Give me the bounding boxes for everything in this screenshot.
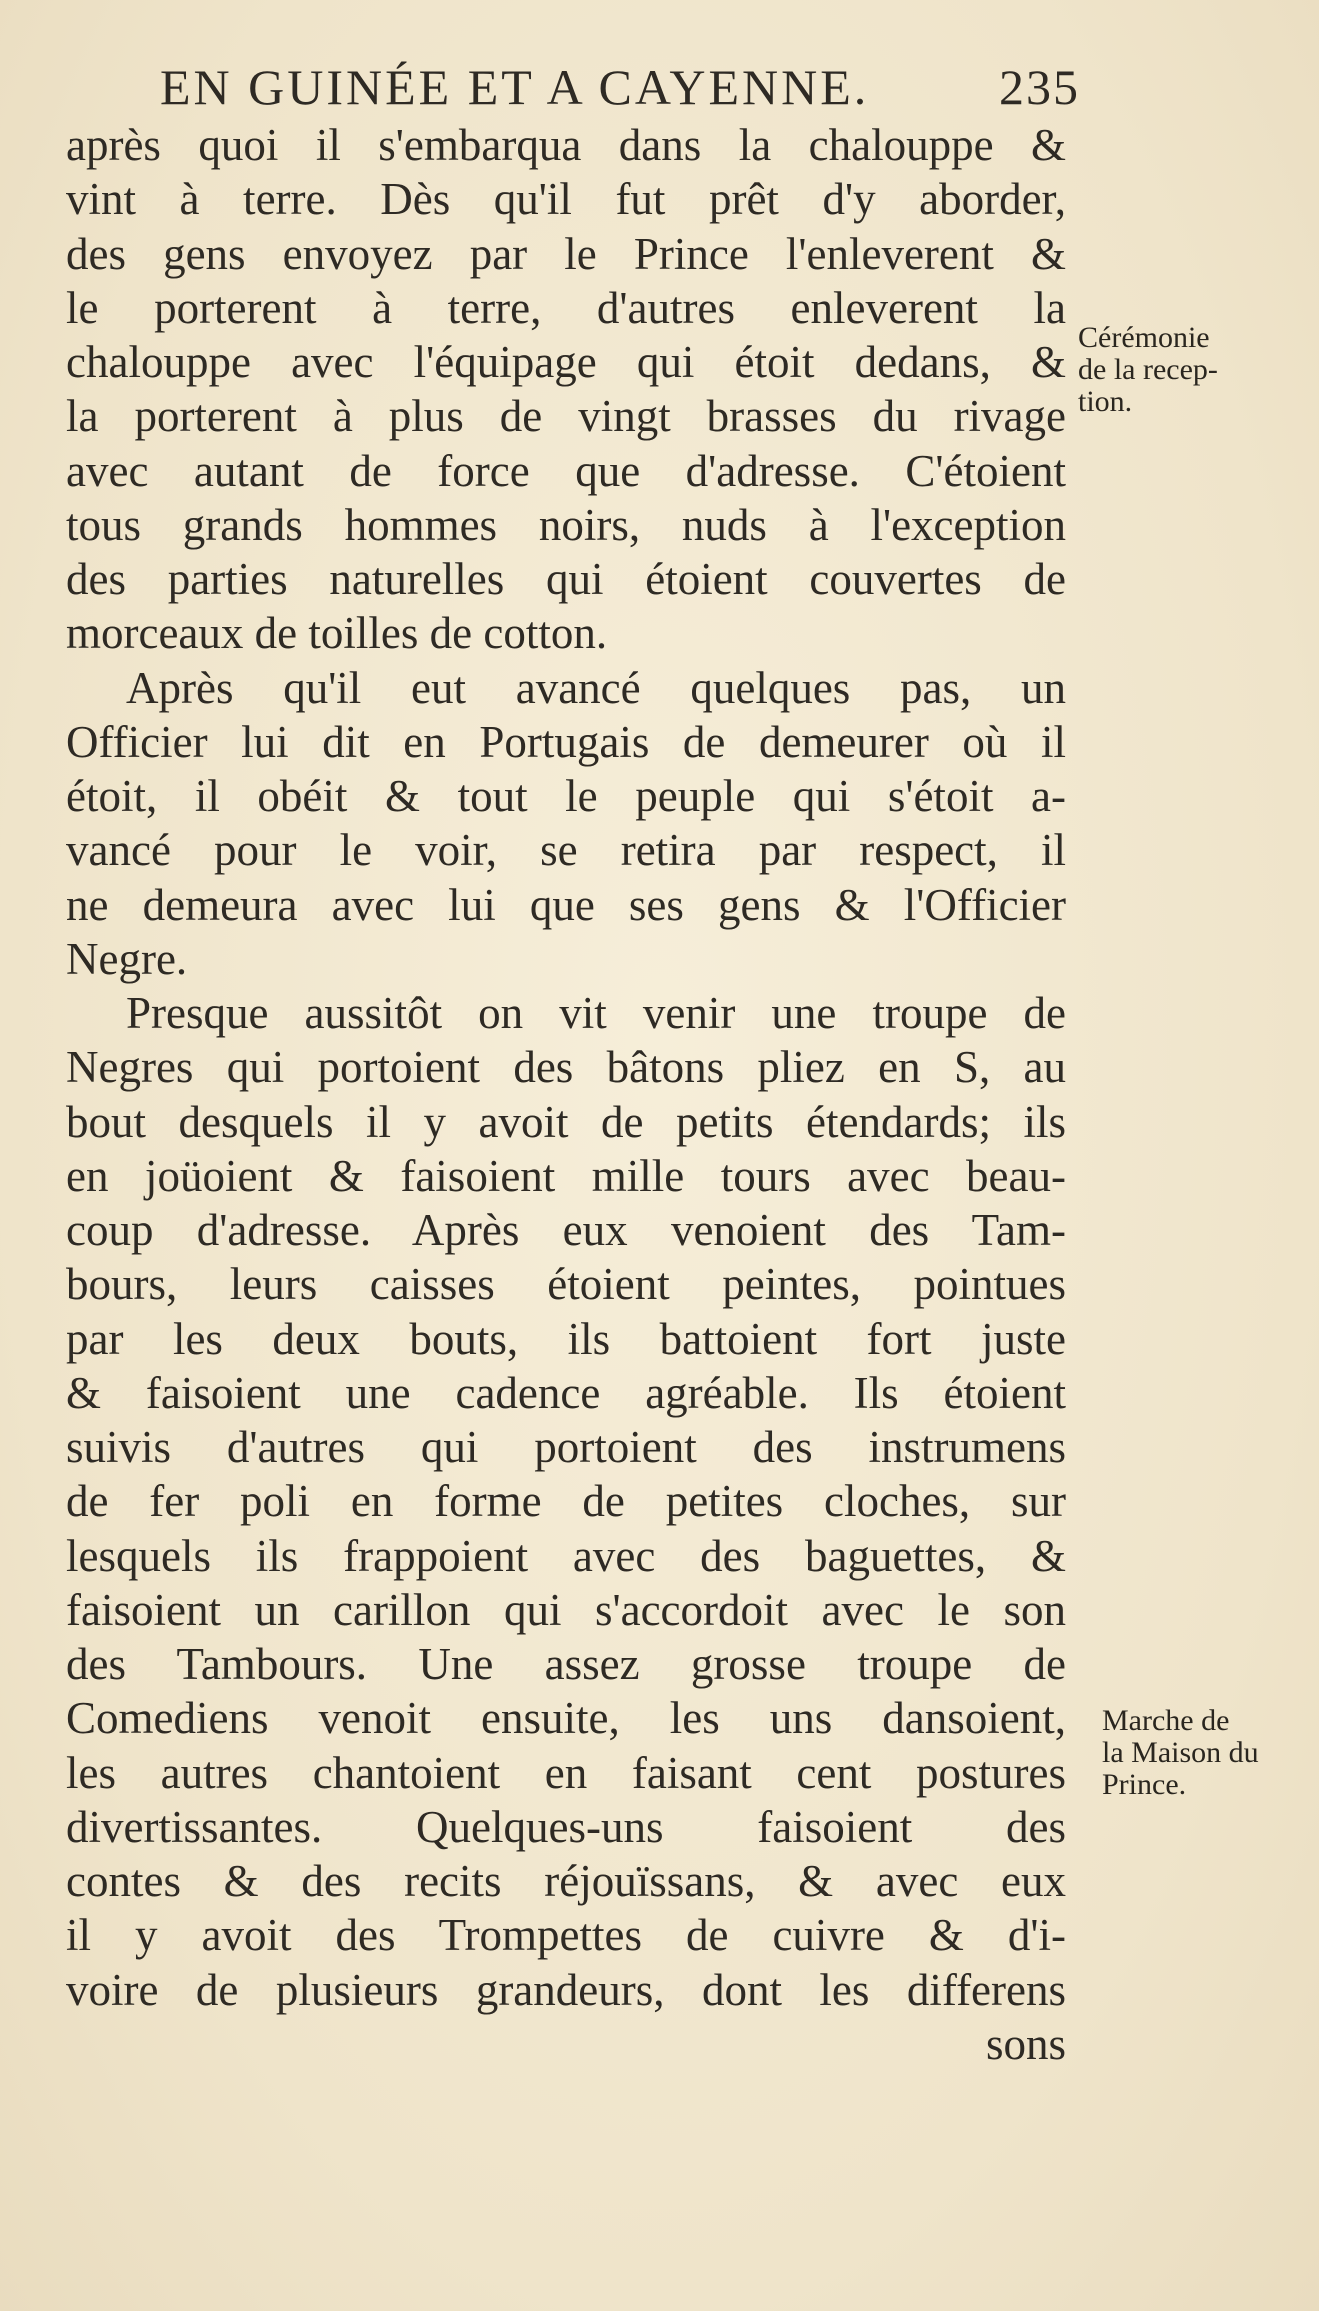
- text-line: coup d'adresse. Après eux venoient des Tam-: [66, 1205, 1066, 1255]
- text-line: la porterent à plus de vingt brasses du rivage: [66, 391, 1066, 442]
- text-line: Comediens venoit ensuite, les uns dansoient,: [66, 1693, 1066, 1744]
- text-line: bours, leurs caisses étoient peintes, pointues: [66, 1259, 1066, 1310]
- text-line: lesquels ils frappoient avec des baguettes, &: [66, 1530, 1066, 1581]
- text-line: des parties naturelles qui étoient couvertes de: [66, 554, 1066, 604]
- text-line: avec autant de force que d'adresse. C'étoient: [66, 445, 1066, 496]
- text-line: vint à terre. Dès qu'il fut prêt d'y aborder,: [66, 174, 1066, 225]
- text-line: contes & des recits réjouïssans, & avec eux: [66, 1856, 1066, 1906]
- text-line: par les deux bouts, ils battoient fort juste: [66, 1313, 1066, 1364]
- text-line: Après qu'il eut avancé quelques pas, un: [126, 662, 1066, 713]
- catchword: sons: [985, 2018, 1066, 2069]
- text-line: voire de plusieurs grandeurs, dont les differens: [66, 1964, 1066, 2015]
- text-line: des gens envoyez par le Prince l'enleverent &: [66, 228, 1066, 279]
- text-line: des Tambours. Une assez grosse troupe de: [66, 1639, 1066, 1689]
- margin-note-line: Marche de: [1102, 1704, 1230, 1737]
- margin-note-march: [1102, 1705, 1317, 1801]
- text-line: Negre.: [66, 933, 188, 984]
- text-line: ne demeura avec lui que ses gens & l'Officier: [66, 879, 1066, 930]
- text-line: morceaux de toilles de cotton.: [66, 608, 608, 659]
- margin-note-line: de la recep-: [1078, 353, 1218, 386]
- text-line: après quoi il s'embarqua dans la chalouppe &: [66, 120, 1066, 170]
- margin-note-ceremony: [1078, 322, 1293, 418]
- text-line: Officier lui dit en Portugais de demeurer où il: [66, 716, 1066, 767]
- text-line: chalouppe avec l'équipage qui étoit dedans, &: [66, 337, 1066, 387]
- text-line: étoit, il obéit & tout le peuple qui s'étoit a-: [66, 771, 1066, 821]
- text-line: Negres qui portoient des bâtons pliez en S, au: [66, 1042, 1066, 1093]
- page-number: 235: [999, 59, 1080, 115]
- text-line: bout desquels il y avoit de petits étendards; ils: [66, 1096, 1066, 1147]
- body-text: [66, 118, 1066, 2071]
- margin-note-line: Cérémonie: [1078, 321, 1210, 354]
- margin-note-line: Prince.: [1102, 1768, 1187, 1801]
- text-line: de fer poli en forme de petites cloches, sur: [66, 1476, 1066, 1527]
- text-line: tous grands hommes noirs, nuds à l'exception: [66, 499, 1066, 550]
- text-line: il y avoit des Trompettes de cuivre & d'i-: [66, 1910, 1066, 1961]
- text-line: & faisoient une cadence agréable. Ils étoient: [66, 1367, 1066, 1418]
- text-line: faisoient un carillon qui s'accordoit avec le son: [66, 1584, 1066, 1635]
- text-line: Presque aussitôt on vit venir une troupe de: [126, 988, 1066, 1038]
- text-line: divertissantes. Quelques-uns faisoient des: [66, 1801, 1066, 1852]
- margin-note-line: la Maison du: [1102, 1736, 1259, 1769]
- text-line: les autres chantoient en faisant cent postures: [66, 1747, 1066, 1798]
- text-line: suivis d'autres qui portoient des instrumens: [66, 1422, 1066, 1472]
- running-title: EN GUINÉE ET A CAYENNE.: [160, 59, 870, 115]
- margin-note-line: tion.: [1078, 385, 1133, 418]
- text-line: vancé pour le voir, se retira par respect, il: [66, 825, 1066, 876]
- text-line: le porterent à terre, d'autres enleverent la: [66, 282, 1066, 333]
- text-line: en joüoient & faisoient mille tours avec beau-: [66, 1150, 1066, 1201]
